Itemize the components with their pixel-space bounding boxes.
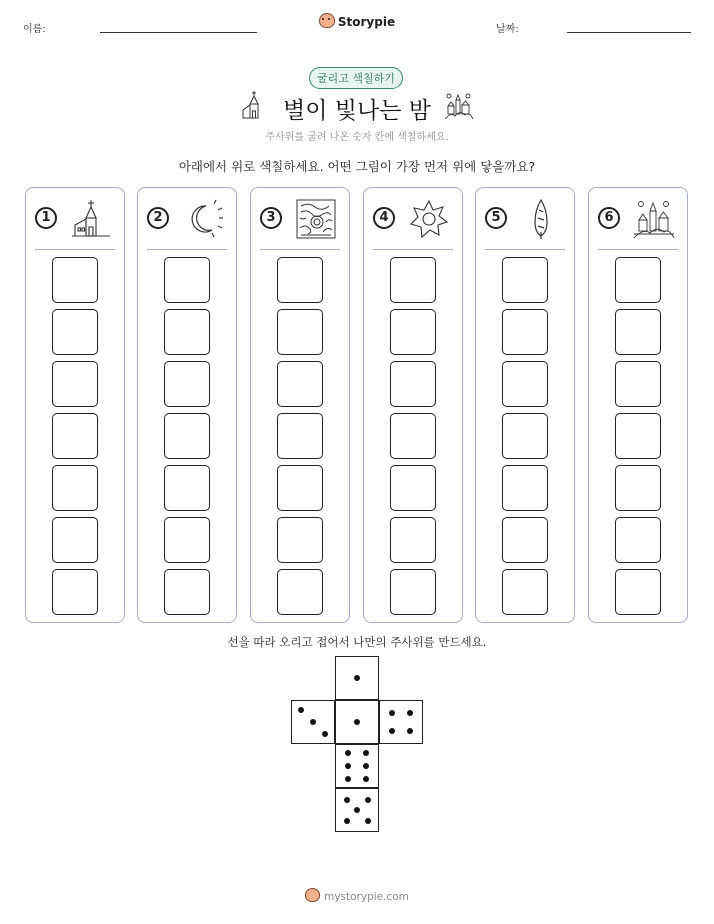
column-number: 1: [35, 207, 57, 229]
dice-pip: [363, 776, 369, 782]
color-cell[interactable]: [164, 465, 210, 511]
dice-pip: [344, 818, 350, 824]
dice-pip: [345, 776, 351, 782]
track-column-3: [250, 187, 350, 623]
color-cell[interactable]: [277, 257, 323, 303]
dice-pip: [363, 750, 369, 756]
color-cell[interactable]: [502, 413, 548, 459]
instruction-text: 아래에서 위로 색칠하세요. 어떤 그림이 가장 먼저 위에 닿을까요?: [178, 159, 536, 174]
color-cell[interactable]: [615, 413, 661, 459]
dice-pip: [354, 719, 360, 725]
column-header: [364, 188, 462, 248]
color-cell[interactable]: [502, 361, 548, 407]
track-column-4: [363, 187, 463, 623]
color-cell[interactable]: [52, 413, 98, 459]
column-divider: [147, 249, 227, 250]
color-cell[interactable]: [615, 517, 661, 563]
dice-pip: [365, 818, 371, 824]
column-header: [251, 188, 349, 248]
dice-pip: [389, 728, 395, 734]
color-cell[interactable]: [615, 361, 661, 407]
activity-badge: 굴리고 색칠하기: [309, 67, 403, 89]
date-field[interactable]: [567, 32, 691, 33]
color-cell[interactable]: [390, 309, 436, 355]
column-number: 3: [260, 207, 282, 229]
color-cell[interactable]: [52, 517, 98, 563]
dice-face-1: [335, 700, 379, 744]
footer-url: mystorypie.com: [324, 891, 409, 903]
dice-face-6: [335, 744, 379, 788]
dice-pip: [345, 750, 351, 756]
net-instruction: 선을 따라 오리고 접어서 나만의 주사위를 만드세요.: [227, 635, 487, 649]
column-header: [138, 188, 236, 248]
village-icon: [443, 92, 475, 120]
color-cell[interactable]: [502, 517, 548, 563]
color-cell[interactable]: [277, 361, 323, 407]
color-cell[interactable]: [390, 465, 436, 511]
color-cell[interactable]: [164, 413, 210, 459]
color-cell[interactable]: [164, 309, 210, 355]
crescent-moon-icon: [182, 198, 224, 240]
column-number: 5: [485, 207, 507, 229]
color-cell[interactable]: [277, 517, 323, 563]
church-icon: [70, 198, 112, 240]
dice-pip: [365, 797, 371, 803]
storypie-logo-icon: [305, 888, 320, 902]
color-cell[interactable]: [52, 569, 98, 615]
storypie-logo-icon: [319, 13, 335, 28]
color-cell[interactable]: [164, 257, 210, 303]
color-cell[interactable]: [164, 361, 210, 407]
column-divider: [35, 249, 115, 250]
dice-face-3: [291, 700, 335, 744]
color-cell[interactable]: [277, 569, 323, 615]
color-cell[interactable]: [52, 309, 98, 355]
color-cell[interactable]: [52, 257, 98, 303]
color-cell[interactable]: [502, 309, 548, 355]
track-column-2: [137, 187, 237, 623]
color-cell[interactable]: [615, 569, 661, 615]
dice-pip: [407, 728, 413, 734]
color-cell[interactable]: [502, 257, 548, 303]
color-cell[interactable]: [164, 569, 210, 615]
footer: [0, 888, 714, 903]
color-cell[interactable]: [52, 361, 98, 407]
color-cell[interactable]: [615, 257, 661, 303]
color-cell[interactable]: [615, 309, 661, 355]
date-label: 날짜:: [496, 24, 519, 35]
village-icon: [633, 198, 675, 240]
color-cell[interactable]: [277, 465, 323, 511]
dice-pip: [354, 675, 360, 681]
cypress-tree-icon: [520, 198, 562, 240]
column-number: 4: [373, 207, 395, 229]
star-icon: [408, 198, 450, 240]
column-header: [476, 188, 574, 248]
column-header: [26, 188, 124, 248]
name-field[interactable]: [100, 32, 257, 33]
dice-pip: [363, 763, 369, 769]
column-header: [589, 188, 687, 248]
swirling-sky-icon: [295, 198, 337, 240]
color-cell[interactable]: [390, 257, 436, 303]
column-divider: [598, 249, 678, 250]
dice-pip: [345, 763, 351, 769]
track-column-6: [588, 187, 688, 623]
dice-pip: [354, 807, 360, 813]
color-cell[interactable]: [277, 413, 323, 459]
color-cell[interactable]: [390, 517, 436, 563]
column-divider: [260, 249, 340, 250]
dice-face-4: [379, 700, 423, 744]
color-cell[interactable]: [502, 465, 548, 511]
color-cell[interactable]: [390, 569, 436, 615]
column-number: 6: [598, 207, 620, 229]
name-label: 이름:: [23, 24, 46, 35]
dice-pip: [407, 710, 413, 716]
dice-pip: [389, 710, 395, 716]
dice-pip: [344, 797, 350, 803]
dice-pip: [322, 731, 328, 737]
track-column-1: [25, 187, 125, 623]
color-cell[interactable]: [502, 569, 548, 615]
page-title: 별이 빛나는 밤: [283, 98, 431, 124]
dice-face-1: [335, 656, 379, 700]
color-cell[interactable]: [615, 465, 661, 511]
track-column-5: [475, 187, 575, 623]
brand-name: Storypie: [337, 15, 396, 29]
dice-pip: [298, 707, 304, 713]
color-cell[interactable]: [52, 465, 98, 511]
brand-logo: [0, 13, 714, 29]
color-cell[interactable]: [390, 361, 436, 407]
column-number: 2: [147, 207, 169, 229]
color-cell[interactable]: [390, 413, 436, 459]
column-divider: [485, 249, 565, 250]
column-divider: [373, 249, 453, 250]
dice-pip: [310, 719, 316, 725]
color-cell[interactable]: [277, 309, 323, 355]
subtitle: 주사위를 굴려 나온 숫자 칸에 색칠하세요.: [265, 132, 449, 143]
color-cell[interactable]: [164, 517, 210, 563]
dice-face-5: [335, 788, 379, 832]
